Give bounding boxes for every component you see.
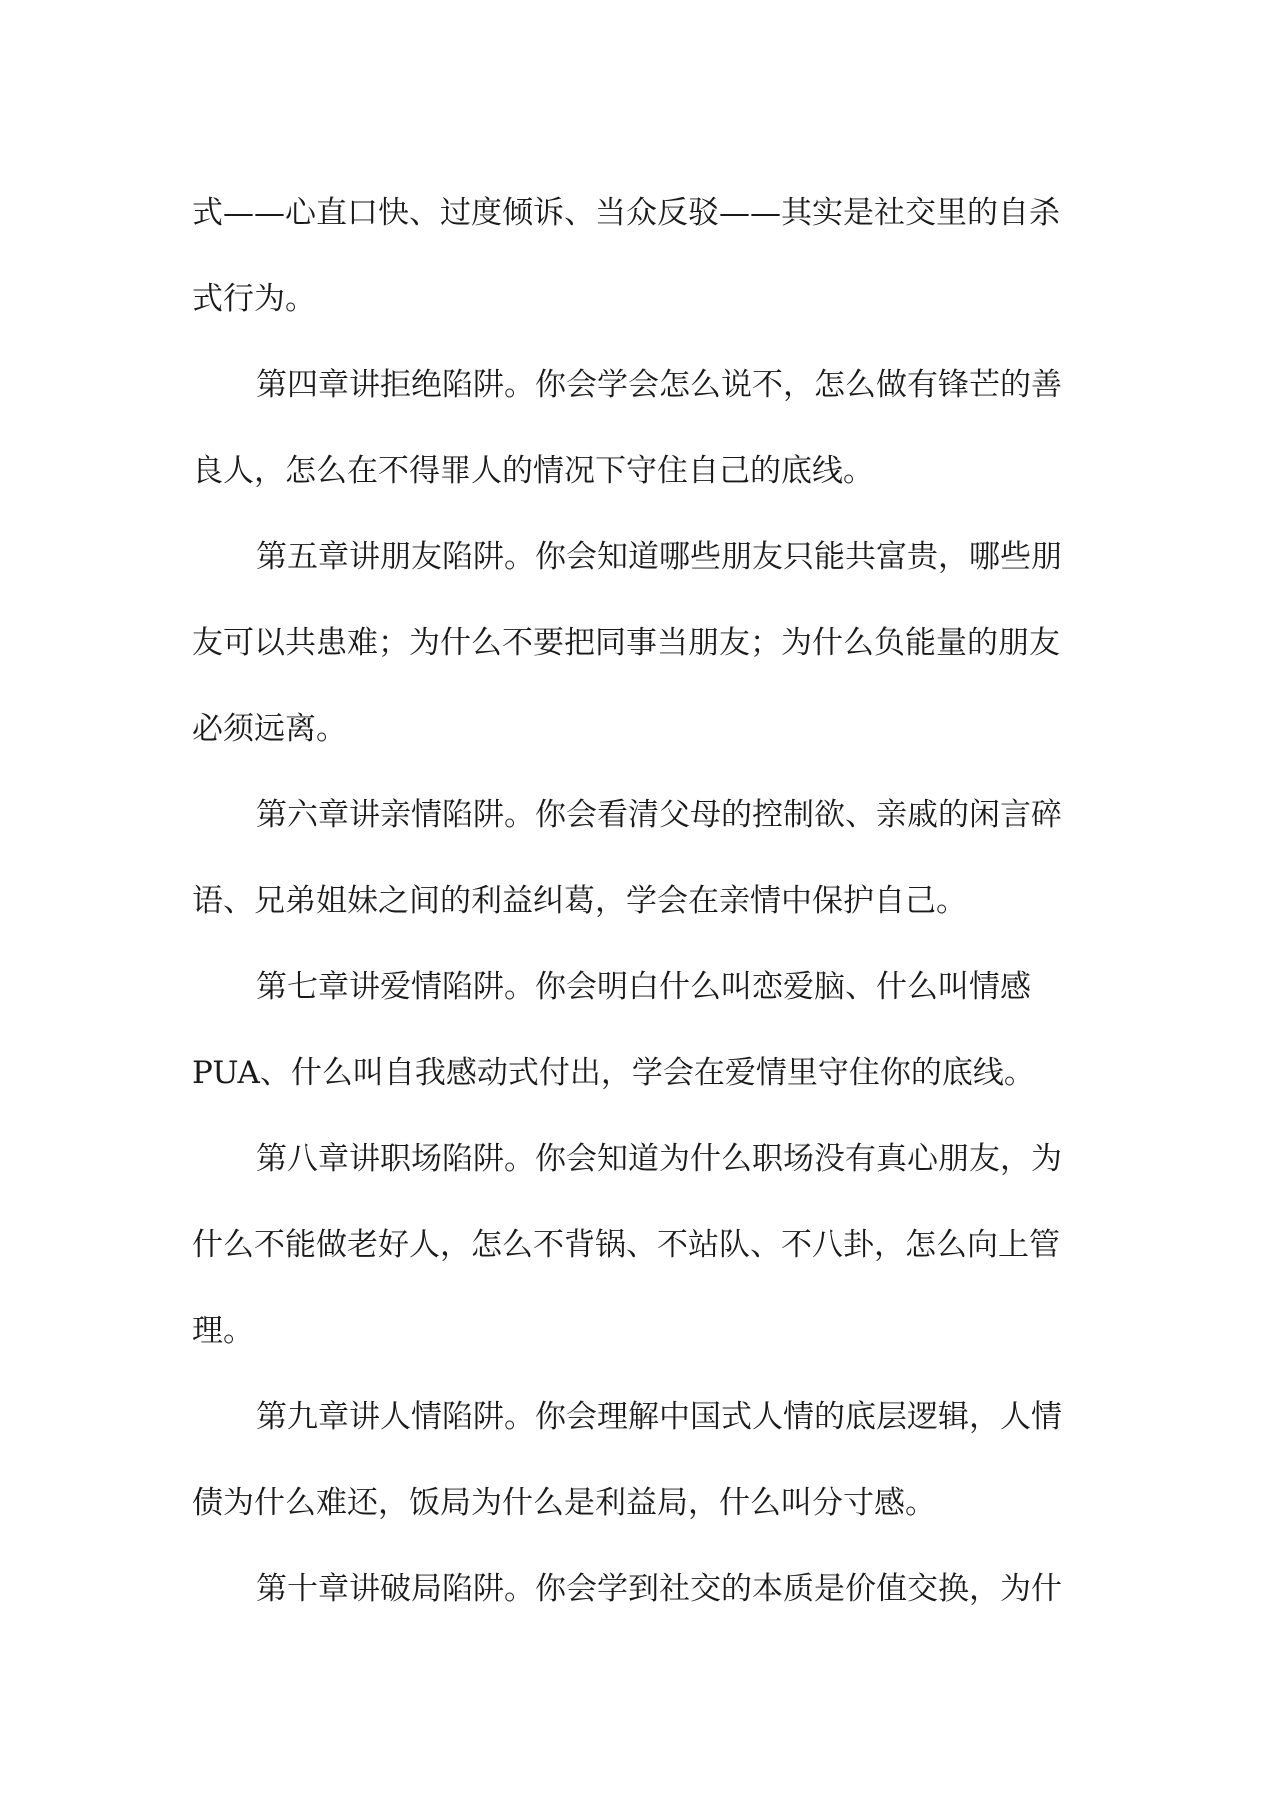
text-line: PUA、什么叫自我感动式付出，学会在爱情里守住你的底线。 xyxy=(192,1055,1035,1091)
text-line: 语、兄弟姐妹之间的利益纠葛，学会在亲情中保护自己。 xyxy=(192,883,967,919)
text-line: 债为什么难还，饭局为什么是利益局，什么叫分寸感。 xyxy=(192,1485,936,1521)
text-line: 良人，怎么在不得罪人的情况下守住自己的底线。 xyxy=(192,453,874,489)
paragraph-chapter-5-line: 第五章讲朋友陷阱。你会知道哪些朋友只能共富贵，哪些朋 xyxy=(256,539,1062,575)
paragraph-chapter-9-line: 第九章讲人情陷阱。你会理解中国式人情的底层逻辑，人情 xyxy=(256,1399,1062,1435)
text-line: 友可以共患难；为什么不要把同事当朋友；为什么负能量的朋友 xyxy=(192,625,1060,661)
paragraph-chapter-8-line: 第八章讲职场陷阱。你会知道为什么职场没有真心朋友，为 xyxy=(256,1141,1062,1177)
paragraph-chapter-7-line: 第七章讲爱情陷阱。你会明白什么叫恋爱脑、什么叫情感 xyxy=(256,969,1031,1005)
text-line: 什么不能做老好人，怎么不背锅、不站队、不八卦，怎么向上管 xyxy=(192,1227,1060,1263)
text-line: 式行为。 xyxy=(192,281,316,317)
text-line: 理。 xyxy=(192,1313,254,1349)
paragraph-chapter-6-line: 第六章讲亲情陷阱。你会看清父母的控制欲、亲戚的闲言碎 xyxy=(256,797,1062,833)
body-text xyxy=(192,170,1084,1632)
paragraph-chapter-10-line: 第十章讲破局陷阱。你会学到社交的本质是价值交换，为什 xyxy=(256,1571,1062,1607)
paragraph-chapter-4-line: 第四章讲拒绝陷阱。你会学会怎么说不，怎么做有锋芒的善 xyxy=(256,367,1062,403)
text-line: 式——心直口快、过度倾诉、当众反驳——其实是社交里的自杀 xyxy=(192,195,1060,231)
text-line: 必须远离。 xyxy=(192,711,347,747)
